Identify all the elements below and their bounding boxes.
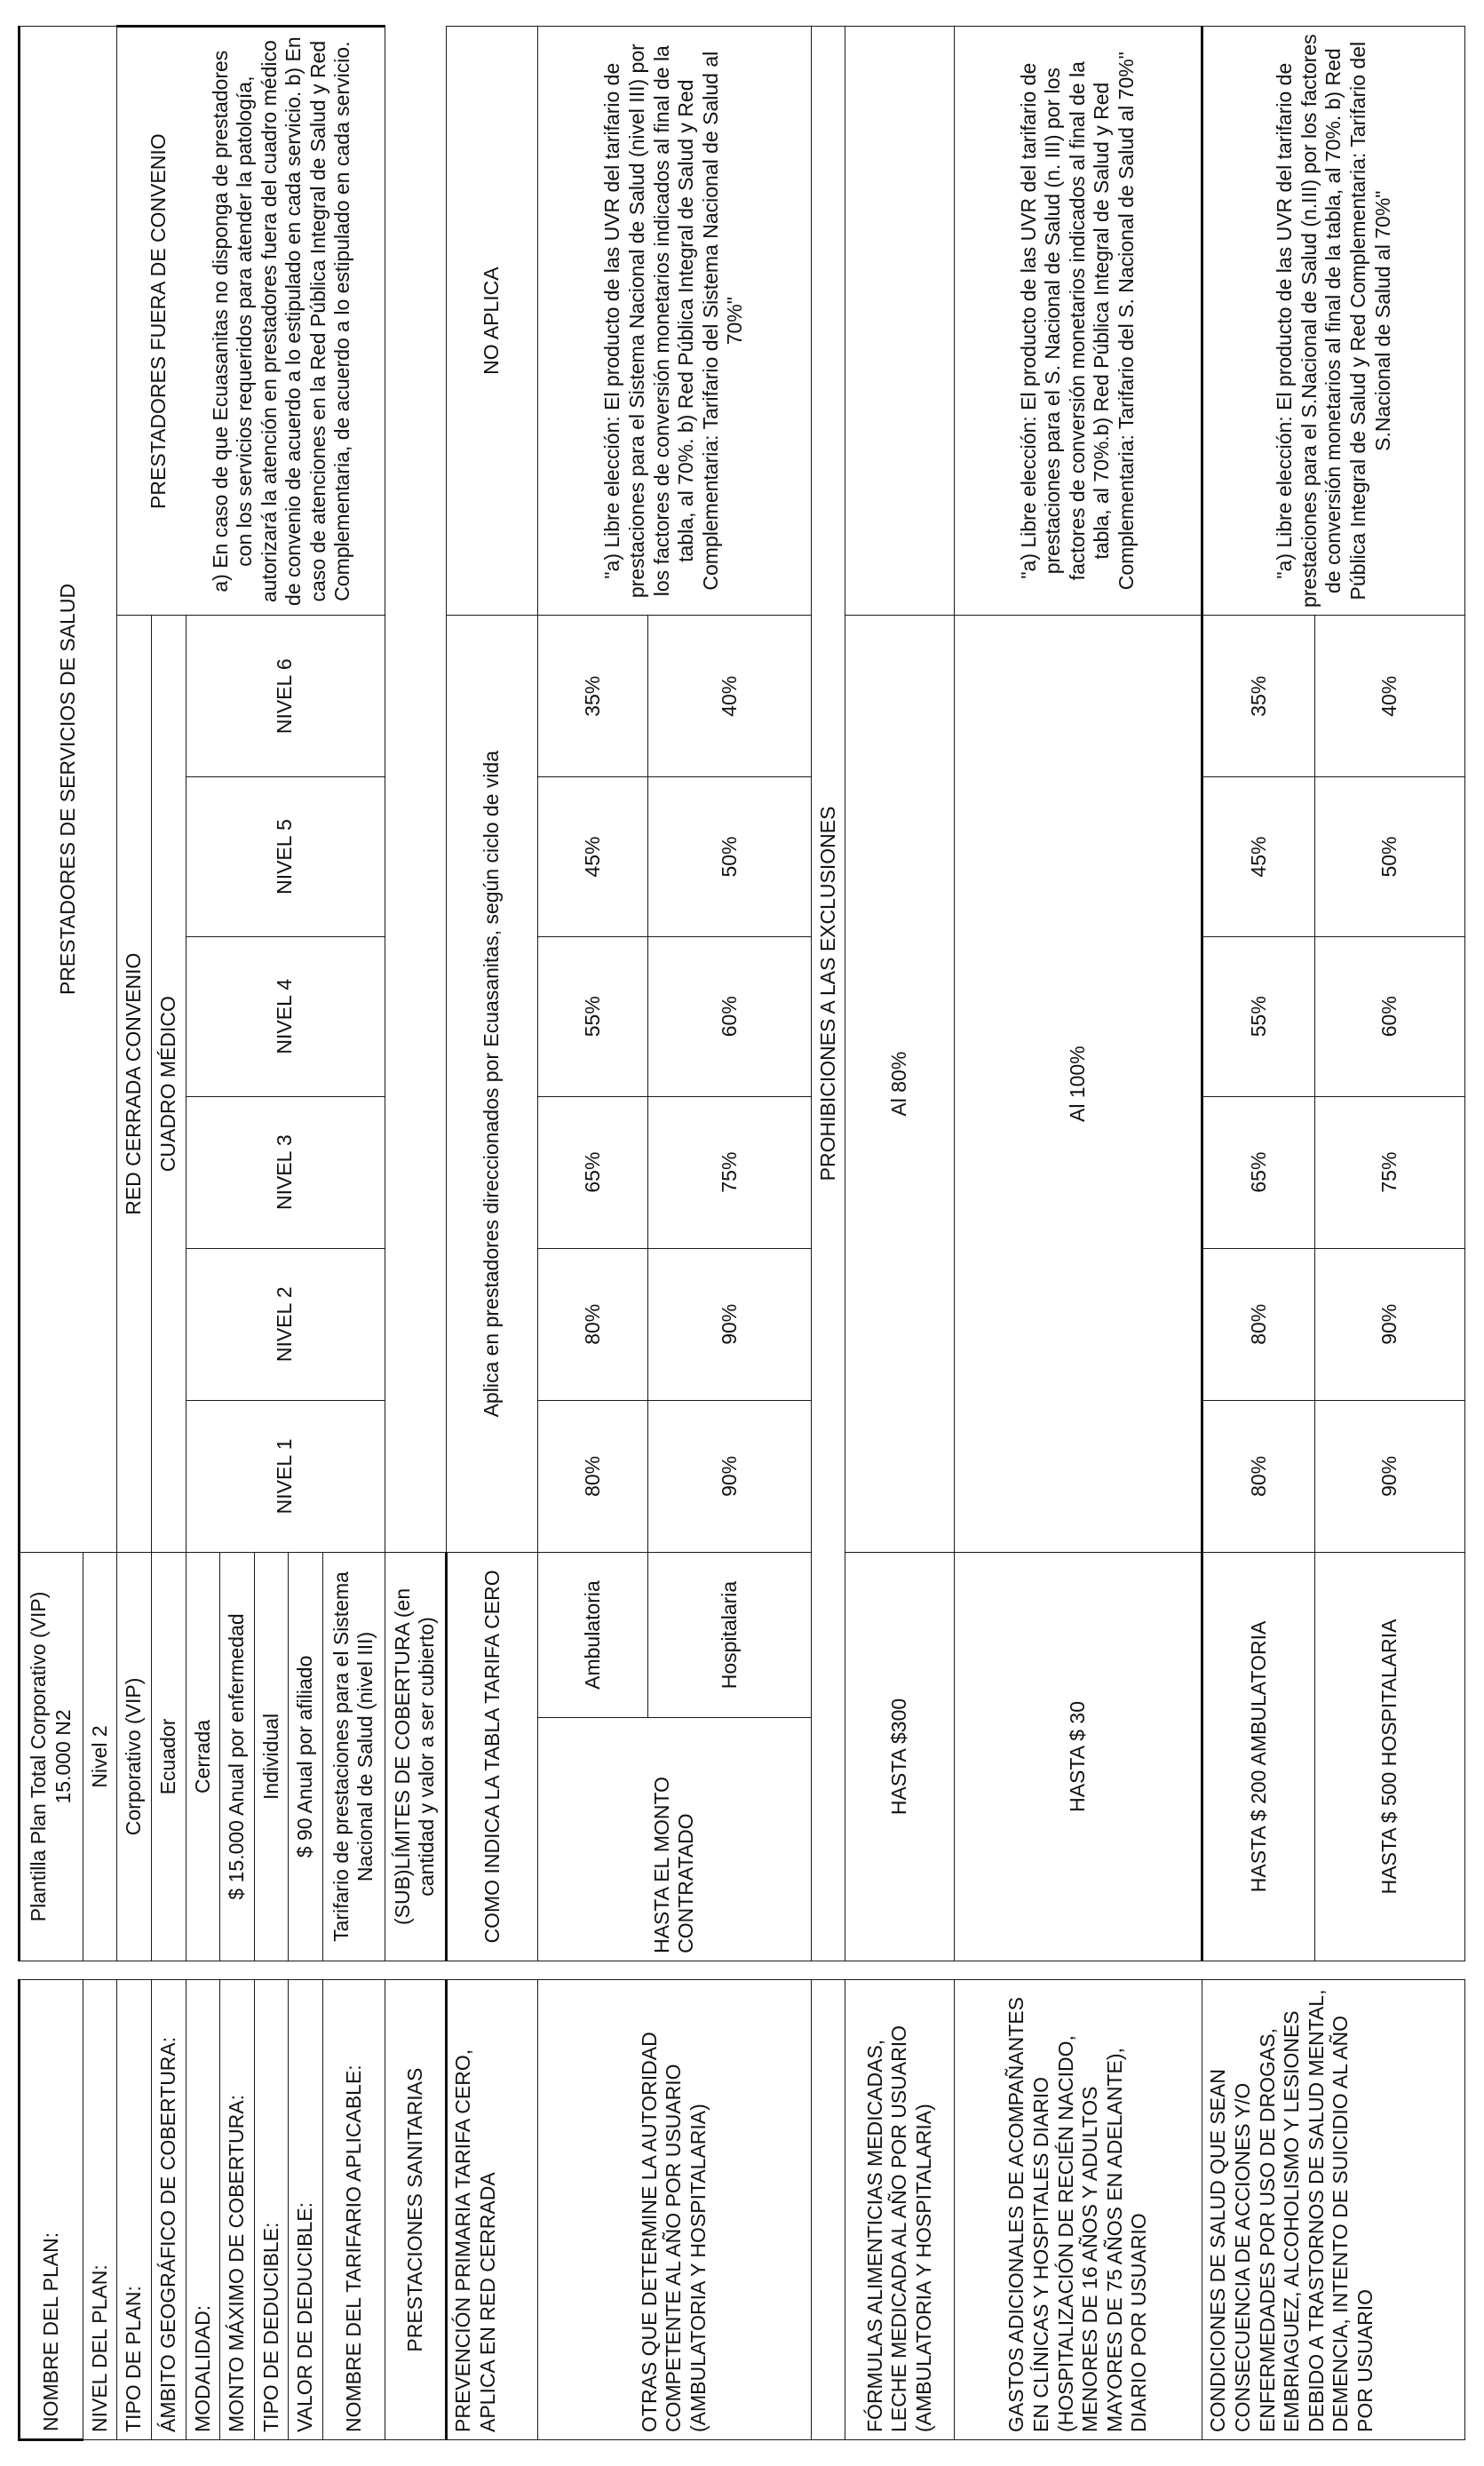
nivel-6-header: NIVEL 6 — [186, 616, 385, 777]
fuera-convenio-title: PRESTADORES FUERA DE CONVENIO — [146, 133, 170, 509]
formulas-fuera-blank — [845, 27, 954, 616]
otras-amb-n4: 55% — [537, 936, 648, 1096]
label-monto-maximo: MONTO MÁXIMO DE COBERTURA: — [220, 1980, 255, 2440]
nivel-2-header: NIVEL 2 — [186, 1248, 385, 1400]
value-modalidad: Cerrada — [186, 1552, 220, 1961]
condiciones-label: CONDICIONES DE SALUD QUE SEAN CONSECUENCIA DE ACCIONES Y/O ENFERMEDADES POR USO DE DROGAS, EMBRIAGUEZ, ALCOHOLISMO Y LESIONES DEBIDO A TRASTORNOS DE SALUD MENTAL, DEMENCIA, INTENTO DE SUICIDIO AL AÑO POR USUARIO — [1202, 1980, 1465, 2440]
sublimites-header: (SUB)LÍMITES DE COBERTURA (en cantidad y valor a ser cubierto) — [385, 1552, 447, 1961]
otras-hosp-n4: 60% — [648, 936, 812, 1096]
condiciones-amb-n5: 45% — [1202, 777, 1315, 937]
prevencion-red: Aplica en prestadores direccionados por Ecuasanitas, según ciclo de vida — [447, 616, 537, 1553]
condiciones-amb-n6: 35% — [1202, 616, 1315, 777]
otras-amb-n3: 65% — [537, 1096, 648, 1248]
otras-limite: HASTA EL MONTO CONTRATADO — [537, 1718, 811, 1961]
gastos-label: GASTOS ADICIONALES DE ACOMPAÑANTES EN CLÍNICAS Y HOSPITALES DIARIO (HOSPITALIZACIÓN DE RECIÉN NACIDO, MENORES DE 16 AÑOS Y ADULTOS MAYORES DE 75 AÑOS EN ADELANTE), DIARIO POR USUARIO — [954, 1980, 1202, 2440]
label-tipo-plan: TIPO DE PLAN: — [117, 1980, 152, 2440]
formulas-limite: HASTA $300 — [845, 1552, 954, 1961]
fuera-convenio-text: a) En caso de que Ecuasanitas no disponga de prestadores con los servicios requeridos para atender la patología, autorizará la atención en prestadores fuera del cuadro médico de convenio de acuerdo a lo estipulado en cada servicio. b) En caso de atenciones en la Red Pública Integral de Salud y Red Complementaria, de acuerdo a lo estipulado en cada servicio. — [208, 36, 354, 606]
spacer — [20, 1961, 447, 1979]
providers-title: PRESTADORES DE SERVICIOS DE SALUD — [20, 27, 117, 1553]
otras-hosp-n6: 40% — [648, 616, 812, 777]
label-ambito: ÁMBITO GEOGRÁFICO DE COBERTURA: — [151, 1980, 186, 2440]
value-monto-maximo: $ 15.000 Anual por enfermedad — [220, 1552, 255, 1961]
otras-amb-n6: 35% — [537, 616, 648, 777]
value-tarifario: Tarifario de prestaciones para el Sistema Nacional de Salud (nivel III) — [323, 1552, 385, 1961]
condiciones-amb-n1: 80% — [1202, 1400, 1315, 1552]
otras-label: OTRAS QUE DETERMINE LA AUTORIDAD COMPETENTE AL AÑO POR USUARIO (AMBULATORIA Y HOSPITALARIA) — [537, 1980, 811, 2440]
condiciones-limite-amb: HASTA $ 200 AMBULATORIA — [1202, 1552, 1315, 1961]
spacer — [954, 1961, 1202, 1979]
value-tipo-deducible: Individual — [254, 1552, 289, 1961]
band-left-blank — [811, 1980, 845, 2440]
nivel-4-header: NIVEL 4 — [186, 936, 385, 1096]
condiciones-hosp-n5: 50% — [1315, 777, 1465, 937]
otras-hosp-label: Hospitalaria — [648, 1552, 812, 1717]
otras-hosp-n3: 75% — [648, 1096, 812, 1248]
nivel-5-header: NIVEL 5 — [186, 777, 385, 937]
otras-hosp-n1: 90% — [648, 1400, 812, 1552]
spacer — [811, 1961, 845, 1979]
label-valor-deducible: VALOR DE DEDUCIBLE: — [289, 1980, 323, 2440]
condiciones-hosp-n1: 90% — [1315, 1400, 1465, 1552]
prevencion-label: PREVENCIÓN PRIMARIA TARIFA CERO, APLICA EN RED CERRADA — [447, 1980, 537, 2440]
otras-fuera: "a) Libre elección: El producto de las UVR del tarifario de prestaciones para el Sistema Nacional de Salud (nivel III) por los factores de conversión monetarios indicados al final de la tabla, al 70%. b) Red Pública Integral de Salud y Red Complementaria: Tarifario del Sistema Nacional de Salud al 70%" — [537, 27, 811, 616]
condiciones-amb-n4: 55% — [1202, 936, 1315, 1096]
label-prestaciones: PRESTACIONES SANITARIAS — [385, 1980, 447, 2440]
nivel-3-header: NIVEL 3 — [186, 1096, 385, 1248]
otras-hosp-n2: 90% — [648, 1248, 812, 1400]
label-modalidad: MODALIDAD: — [186, 1980, 220, 2440]
condiciones-amb-n3: 65% — [1202, 1096, 1315, 1248]
value-nivel-plan: Nivel 2 — [83, 1552, 117, 1961]
prevencion-limite: COMO INDICA LA TABLA TARIFA CERO — [447, 1552, 537, 1961]
otras-amb-n1: 80% — [537, 1400, 648, 1552]
spacer — [537, 1961, 811, 1979]
condiciones-limite-hosp: HASTA $ 500 HOSPITALARIA — [1315, 1552, 1465, 1961]
condiciones-hosp-n3: 75% — [1315, 1096, 1465, 1248]
plan-table — [18, 25, 1465, 2441]
condiciones-hosp-n4: 60% — [1315, 936, 1465, 1096]
fuera-convenio-header-cell — [117, 27, 385, 616]
nivel-1-header: NIVEL 1 — [186, 1400, 385, 1552]
label-nivel-plan: NIVEL DEL PLAN: — [83, 1980, 117, 2440]
red-cerrada-header: RED CERRADA CONVENIO — [117, 616, 152, 1553]
gastos-red: Al 100% — [954, 616, 1202, 1553]
label-tarifario: NOMBRE DEL TARIFARIO APLICABLE: — [323, 1980, 385, 2440]
value-valor-deducible: $ 90 Anual por afiliado — [289, 1552, 323, 1961]
value-tipo-plan: Corporativo (VIP) — [117, 1552, 152, 1961]
gastos-fuera: "a) Libre elección: El producto de las UVR del tarifario de prestaciones para el S. Nacional de Salud (n. III) por los factores de conversión monetarios indicados al final de la tabla, al 70%.b) Red Pública Integral de Salud y Red Complementaria: Tarifario del S. Nacional de Salud al 70%" — [954, 27, 1202, 616]
value-nombre-plan: Plantilla Plan Total Corporativo (VIP) 15.000 N2 — [20, 1552, 83, 1961]
condiciones-hosp-n2: 90% — [1315, 1248, 1465, 1400]
prohibiciones-band: PROHIBICIONES A LAS EXCLUSIONES — [811, 27, 845, 1961]
condiciones-fuera: "a) Libre elección: El producto de las UVR del tarifario de prestaciones para el S.Nacional de Salud (n.III) por los factores de conversión monetarios al final de la tabla, al 70%. b) Red Pública Integral de Salud y Red Complementaria: Tarifario del S.Nacional de Salud al 70%" — [1202, 27, 1465, 616]
spacer — [1202, 1961, 1465, 1979]
otras-hosp-n5: 50% — [648, 777, 812, 937]
spacer — [845, 1961, 954, 1979]
label-nombre-plan: NOMBRE DEL PLAN: — [20, 1980, 83, 2440]
formulas-label: FÓRMULAS ALIMENTICIAS MEDICADAS, LECHE MEDICADA AL AÑO POR USUARIO (AMBULATORIA Y HOSPITALARIA) — [845, 1980, 954, 2440]
otras-amb-n5: 45% — [537, 777, 648, 937]
value-ambito: Ecuador — [151, 1552, 186, 1961]
otras-amb-n2: 80% — [537, 1248, 648, 1400]
condiciones-amb-n2: 80% — [1202, 1248, 1315, 1400]
gastos-limite: HASTA $ 30 — [954, 1552, 1202, 1961]
otras-amb-label: Ambulatoria — [537, 1552, 648, 1717]
formulas-red: Al 80% — [845, 616, 954, 1553]
cuadro-medico-header: CUADRO MÉDICO — [151, 616, 186, 1553]
spacer — [447, 1961, 537, 1979]
prevencion-fuera: NO APLICA — [447, 27, 537, 616]
condiciones-hosp-n6: 40% — [1315, 616, 1465, 777]
label-tipo-deducible: TIPO DE DEDUCIBLE: — [254, 1980, 289, 2440]
